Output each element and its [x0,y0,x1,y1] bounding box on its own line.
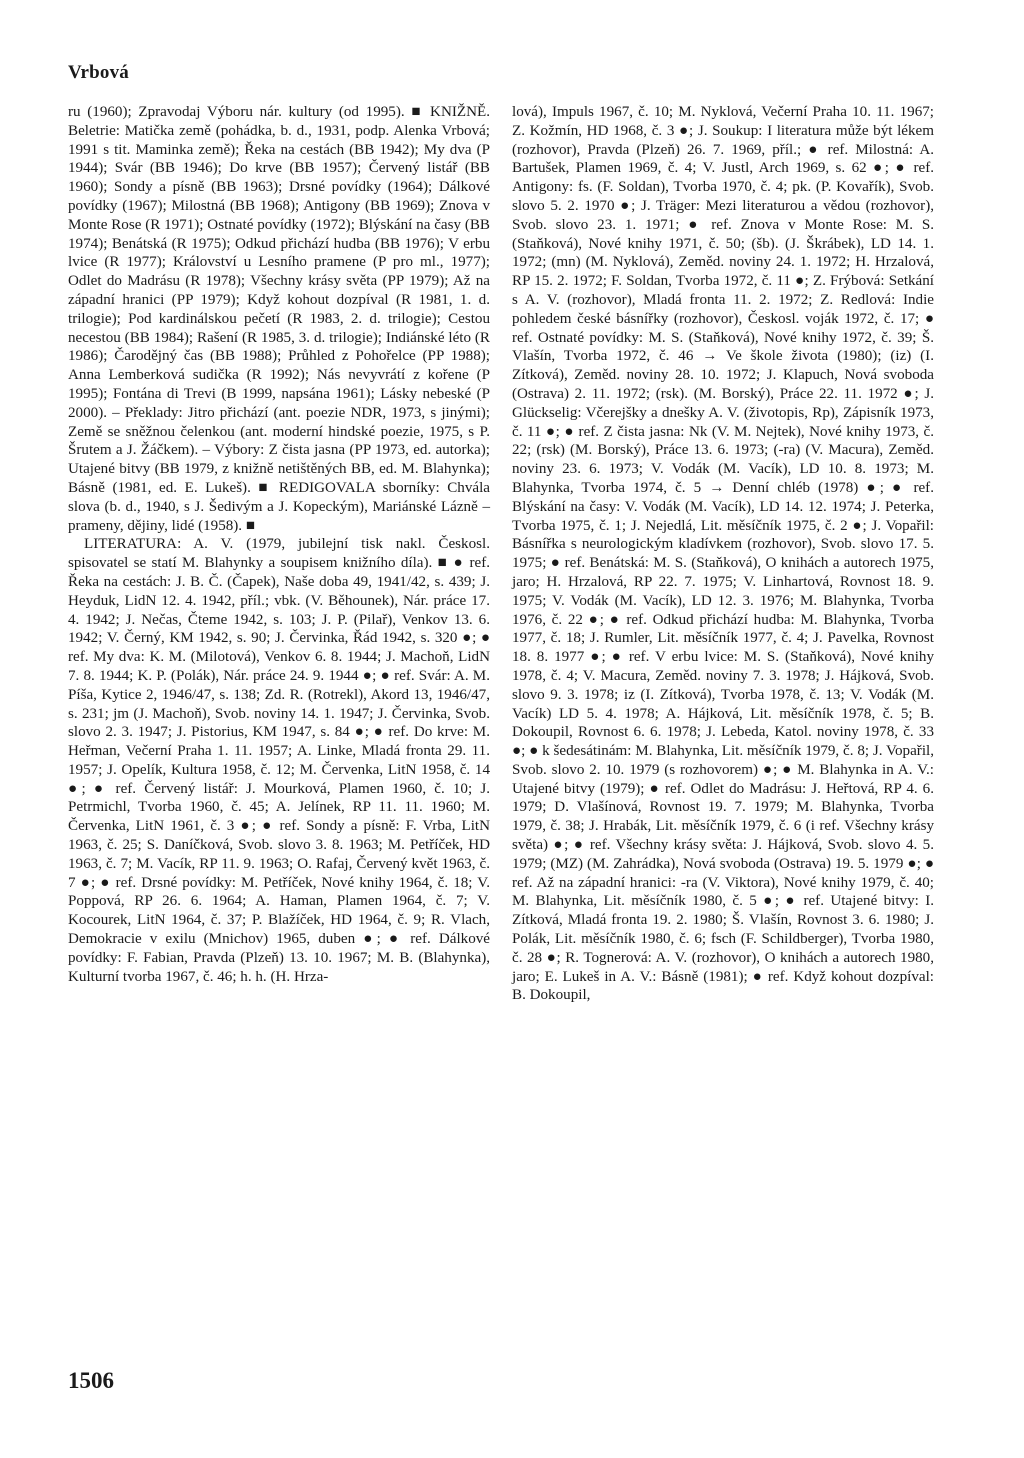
literature-continuation-paragraph: lová), Impuls 1967, č. 10; M. Nyklová, Večerní Praha 10. 11. 1967; Z. Kožmín, HD 1968, č. 3 ●; J. Soukup: I literatura může být lékem (rozhovor), Pravda (Plzeň) 26. 7. 1969, příl.; ● ref. Milostná: A. Bartušek, Plamen 1969, č. 4; V. Justl, Arch 1969, s. 62 ●; ● ref. Antigony: fs. (F. Soldan), Tvorba 1970, č. 4; pk. (P. Kovařík), Svob. slovo 5. 2. 1970 ●; J. Träger: Mezi literaturou a vědou (rozhovor), Svob. slovo 23. 1. 1971; ● ref. Znova v Monte Rose: M. S. (Staňková), Nové knihy 1971, č. 50; (šb). (J. Škrábek), LD 14. 1. 1972; (mn) (M. Nyklová), Zeměd. noviny 24. 1. 1972; H. Hrzalová, RP 15. 2. 1972; F. Soldan, Tvorba 1972, č. 11 ●; Z. Frýbová: Setkání s A. V. (rozhovor), Mladá fronta 11. 2. 1972; Z. Redlová: Indie pohledem české básnířky (rozhovor), Českosl. voják 1972, č. 17; ● ref. Ostnaté povídky: M. S. (Staňková), Nové knihy 1972, č. 39; Š. Vlašín, Tvorba 1972, č. 46 → Ve škole života (1980); (iz) (I. Zítková), Zeměd. noviny 28. 10. 1972; J. Klapuch, Nová svoboda (Ostrava) 2. 11. 1972; (rsk). (M. Borský), Práce 22. 11. 1972 ●; J. Glückselig: Včerejšky a dnešky A. V. (životopis, Rp), Zápisník 1973, č. 11 ●; ● ref. Z čista jasna: Nk (V. M. Nejtek), Nové knihy 1973, č. 22; (rsk) (M. Borský), Práce 13. 6. 1973; (-ra) (V. Macura), Zeměd. noviny 23. 6. 1973; V. Vodák (M. Vacík), LD 10. 8. 1973; M. Blahynka, Tvorba 1974, č. 5 → Denní chléb (1978) ●; ● ref. Blýskání na časy: V. Vodák (M. Vacík), LD 14. 12. 1974; J. Peterka, Tvorba 1975, č. 1; J. Nejedlá, Lit. měsíčník 1975, č. 2 ●; J. Vopařil: Básnířka s neurologickým kladívkem (rozhovor), Svob. slovo 17. 5. 1975; ● ref. Benátská: M. S. (Staňková), O knihách a autorech 1975, jaro; H. Hrzalová, RP 22. 7. 1975; V. Linhartová, Rovnost 18. 9. 1975; V. Vodák (M. Vacík), LD 12. 3. 1976; M. Blahynka, Tvorba 1976, č. 22 ●; ● ref. Odkud přichází hudba: M. Blahynka, Tvorba 1977, č. 18; J. Rumler, Lit. měsíčník 1977, č. 4; J. Pavelka, Rovnost 18. 8. 1977 ●; ● ref. V erbu lvice: M. S. (Staňková), Nové knihy 1978, č. 4; V. Macura, Zeměd. noviny 7. 3. 1978; J. Hájková, Svob. slovo 9. 3. 1978; iz (I. Zítková), Tvorba 1978, č. 13; V. Vodák (M. Vacík) LD 5. 4. 1978; A. Hájková, Lit. měsíčník 1978, č. 5; B. Dokoupil, Rovnost 6. 6. 1978; J. Lebeda, Katol. noviny 1978, č. 33 ●; ● k šedesátinám: M. Blahynka, Lit. měsíčník 1979, č. 8; J. Vopařil, Svob. slovo 2. 10. 1979 (s rozhovorem) ●; ● M. Blahynka in A. V.: Utajené bitvy (1979); ● ref. Odlet do Madrásu: J. Heřtová, RP 4. 6. 1979; D. Vlašínová, Rovnost 19. 7. 1979; M. Blahynka, Tvorba 1979, č. 38; J. Hrabák, Lit. měsíčník 1979, č. 6 (i ref. Všechny krásy světa) ●; ● ref. Všechny krásy světa: J. Hájková, Svob. slovo 4. 5. 1979; (MZ) (M. Zahrádka), Nová svoboda (Ostrava) 19. 5. 1979 ●; ● ref. Až na západní hranici: -ra (V. Viktora), Nové knihy 1979, č. 40; M. Blahynka, Lit. měsíčník 1980, č. 5 ●; ● ref. Utajené bitvy: I. Zítková, Mladá fronta 19. 2. 1980; Š. Vlašín, Rovnost 3. 6. 1980; J. Polák, Lit. měsíčník 1980, č. 6; fsch (F. Schildberger), Tvorba 1980, č. 28 ●; R. Tognerová: A. V. (rozhovor), O knihách a autorech 1980, jaro; E. Lukeš in A. V.: Básně (1981); ● ref. Když kohout dozpíval: B. Dokoupil, [512,104,934,1004]
right-column [512,103,934,1005]
bibliography-paragraph: ru (1960); Zpravodaj Výboru nár. kultury (od 1995). ■ KNIŽNĚ. Beletrie: Matička země (pohádka, b. d., 1931, podp. Alenka Vrbová; 1991 s tit. Maminka země); Řeka na cestách (BB 1942); My dva (P 1944); Svár (BB 1946); Do krve (BB 1957); Červený listář (BB 1960); Sondy a písně (BB 1963); Drsné povídky (1964); Dálkové povídky (1967); Milostná (BB 1968); Antigony (BB 1969); Znova v Monte Rose (R 1971); Ostnaté povídky (1972); Blýskání na časy (BB 1974); Benátská (R 1975); Odkud přichází hudba (BB 1976); V erbu lvice (R 1977); Království u Lesního pramene (P pro ml., 1977); Odlet do Madrásu (R 1978); Všechny krásy světa (PP 1979); Až na západní hranici (PP 1979); Když kohout dozpíval (R 1981, 1. d. trilogie); Pod kardinálskou pečetí (R 1983, 2. d. trilogie); Cestou necestou (BB 1984); Rašení (R 1985, 3. d. trilogie); Indiánské léto (R 1986); Čarodějný čas (BB 1988); Průhled z Pohořelce (PP 1988); Anna Lemberková sudička (R 1992); Nás nevyvrátí z kořene (P 1995); Fontána di Trevi (B 1999, napsána 1961); Lásky nebeské (P 2000). – Překlady: Jitro přichází (ant. poezie NDR, 1973, s jinými); Země se sněžnou čelenkou (ant. moderní hindské poezie, 1975, s P. Šrutem a J. Žáčkem). – Výbory: Z čista jasna (PP 1973, ed. autorka); Utajené bitvy (BB 1979, z knižně netištěných BB, ed. M. Blahynka); Básně (1981, ed. E. Lukeš). ■ REDIGOVALA sborníky: Chvála slova (b. d., 1940, s J. Šedivým a J. Kopeckým), Mariánské Lázně – prameny, dějiny, lidé (1958). ■ [68,104,490,534]
page-number: 1506 [68,1368,114,1393]
left-column [68,103,490,986]
literature-paragraph: LITERATURA: A. V. (1979, jubilejní tisk nakl. Českosl. spisovatel se statí M. Blahynky a soupisem knižního díla). ■ ● ref. Řeka na cestách: J. B. Č. (Čapek), Naše doba 49, 1941/42, s. 439; J. Heyduk, LidN 12. 4. 1942, příl.; vbk. (V. Běhounek), Nár. práce 17. 4. 1942; J. Nečas, Čteme 1942, s. 103; J. P. (Pilař), Venkov 13. 6. 1942; V. Černý, KM 1942, s. 90; J. Červinka, Řád 1942, s. 320 ●; ● ref. My dva: K. M. (Milotová), Venkov 6. 8. 1944; J. Machoň, LidN 7. 8. 1944; K. P. (Polák), Nár. práce 24. 9. 1944 ●; ● ref. Svár: A. M. Píša, Kytice 2, 1946/47, s. 138; Zd. R. (Rotrekl), Akord 13, 1946/47, s. 231; jm (J. Machoň), Svob. noviny 14. 1. 1947; J. Červinka, Svob. slovo 2. 3. 1947; J. Pistorius, KM 1947, s. 84 ●; ● ref. Do krve: M. Heřman, Večerní Praha 1. 11. 1957; A. Linke, Mladá fronta 29. 11. 1957; J. Opelík, Kultura 1958, č. 12; M. Červenka, LitN 1958, č. 14 ●; ● ref. Červený listář: J. Mourková, Plamen 1960, č. 10; J. Petrmichl, Tvorba 1960, č. 45; A. Jelínek, RP 11. 11. 1960; M. Červenka, LitN 1961, č. 3 ●; ● ref. Sondy a písně: F. Vrba, LitN 1963, č. 25; S. Daníčková, Svob. slovo 3. 8. 1963; M. Petříček, HD 1963, č. 7; M. Vacík, RP 11. 9. 1963; O. Rafaj, Červený květ 1963, č. 7 ●; ● ref. Drsné povídky: M. Petříček, Nové knihy 1964, č. 18; V. Poppová, RP 26. 6. 1964; A. Haman, Plamen 1964, č. 7; V. Kocourek, LitN 1964, č. 37; P. Blažíček, HD 1964, č. 9; R. Vlach, Demokracie v exilu (Mnichov) 1965, duben ●; ● ref. Dálkové povídky: F. Fabian, Pravda (Plzeň) 13. 10. 1967; M. B. (Blahynka), Kulturní tvorba 1967, č. 46; h. h. (H. Hrza- [68,536,490,985]
running-head: Vrbová [68,62,130,83]
